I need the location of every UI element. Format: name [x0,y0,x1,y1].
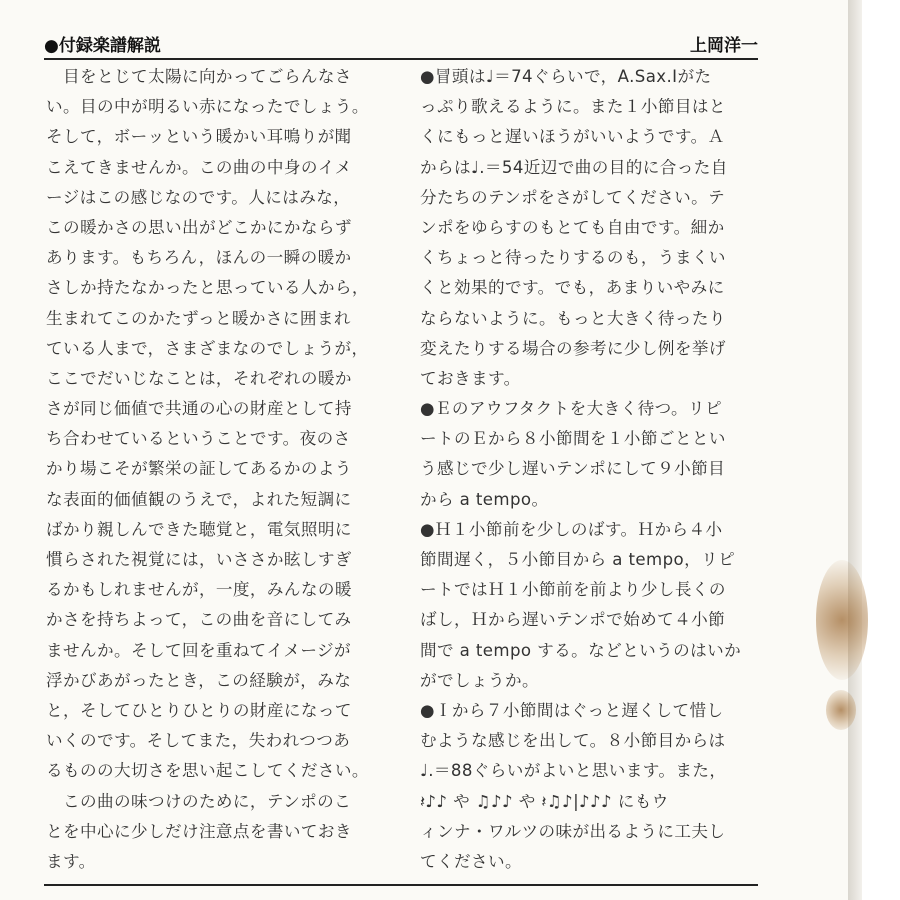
text-line: う感じで少し遅いテンポにして９小節目 [420,459,726,479]
section-title: ●付録楽譜解説 [44,36,161,56]
text-line: ておきます。 [420,368,521,388]
text-line: ージはこの感じなのです。人にはみな， [46,187,351,207]
text-line: ●Ｉから７小節間はぐっと遅くして惜し [420,700,724,720]
text-line: ●Ｈ１小節前を少しのばす。Ｈから４小 [420,519,723,539]
text-line: 浮かびあがったとき，この経験が，みな [46,670,352,690]
text-line: そして，ボーッという暖かい耳鳴りが聞 [46,127,352,147]
paper-stain [816,560,868,680]
text-line: ンポをゆらすのもとても自由です。細か [420,217,725,237]
right-text-column [420,62,760,877]
text-line: ●Ｅのアウフタクトを大きく待つ。リピ [420,399,722,419]
text-line: むような感じを出して。８小節目からは [420,731,726,751]
text-line: この曲の味つけのために，テンポのこ [46,791,352,811]
text-line: な表面的価値観のうえで，よれた短調に [46,489,352,509]
text-line: 𝄽♪♪ や ♫♪♪ や 𝄽♫♪|♪♪♪ にもウ [420,791,669,811]
text-line: 分たちのテンポをさがしてください。テ [420,187,726,207]
text-line: ばかり親しんできた聴覚と，電気照明に [46,519,352,539]
page-header [44,32,758,56]
text-line: くにもっと遅いほうがいいようです。Ａ [420,127,725,147]
text-line: あります。もちろん，ほんの一瞬の暖か [46,248,352,268]
text-line: と，そしてひとりひとりの財産になって [46,700,352,720]
text-line: とを中心に少しだけ注意点を書いておき [46,821,352,841]
footer-rule [44,884,758,886]
author-name: 上岡洋一 [690,36,758,56]
text-line: っぷり歌えるように。また１小節目はと [420,97,726,117]
text-line: からは♩.＝54近辺で曲の目的に合った自 [420,157,728,177]
text-line: ている人まで，さまざまなのでしょうが， [46,338,369,358]
text-line: ィンナ・ワルツの味が出るように工夫し [420,821,726,841]
text-line: から a tempo。 [420,489,549,509]
text-line: 変えたりする場合の参考に少し例を挙げ [420,338,726,358]
text-line: るものの大切さを思い起こしてください。 [46,761,369,781]
left-text-column [46,62,396,877]
text-line: さが同じ価値で共通の心の財産として持 [46,399,352,419]
text-line: 節間遅く，５小節目から a tempo，リピ [420,550,736,569]
text-line: 目をとじて太陽に向かってごらんなさ [46,67,352,86]
text-line: てください。 [420,851,522,871]
text-line: ートのＥから８小節間を１小節ごととい [420,429,726,449]
text-line: くちょっと待ったりするのも，うまくい [420,248,726,268]
text-line: 慣らされた視覚には，いささか眩しすぎ [46,550,352,569]
text-line: ます。 [46,851,96,871]
text-line: さしか持たなかったと思っている人から， [46,278,369,298]
header-rule [44,58,758,60]
text-line: ここでだいじなことは，それぞれの暖か [46,368,352,388]
text-line: 生まれてこのかたずっと暖かさに囲まれ [46,308,351,328]
text-line: ち合わせているということです。夜のさ [46,429,351,449]
text-line: 間で a tempo する。などというのはいか [420,640,742,660]
text-line: ●冒頭は♩＝74ぐらいで，A.Sax.Ⅰがた [420,67,712,86]
page-edge-shadow [848,0,862,900]
text-line: こえてきませんか。この曲の中身のイメ [46,157,352,177]
text-line: がでしょうか。 [420,670,539,690]
text-line: ませんか。そして回を重ねてイメージが [46,640,351,660]
text-line: くと効果的です。でも，あまりいやみに [420,278,725,298]
text-line: かさを持ちよって，この曲を音にしてみ [46,610,352,630]
text-line: ートではＨ１小節前を前より少し長くの [420,580,726,600]
paper-stain-small [826,690,856,730]
text-line: この暖かさの思い出がどこかにかならず [46,217,352,237]
text-line: かり場こそが繁栄の証してあるかのよう [46,459,352,479]
text-line: ♩.＝88ぐらいがよいと思います。また， [420,761,727,781]
text-line: ばし，Ｈから遅いテンポで始めて４小節 [420,610,726,630]
text-line: い。目の中が明るい赤になったでしょう。 [46,97,369,117]
text-line: いくのです。そしてまた，失われつつあ [46,731,351,751]
text-line: ならないように。もっと大きく待ったり [420,308,726,328]
text-line: るかもしれませんが，一度，みんなの暖 [46,580,352,600]
